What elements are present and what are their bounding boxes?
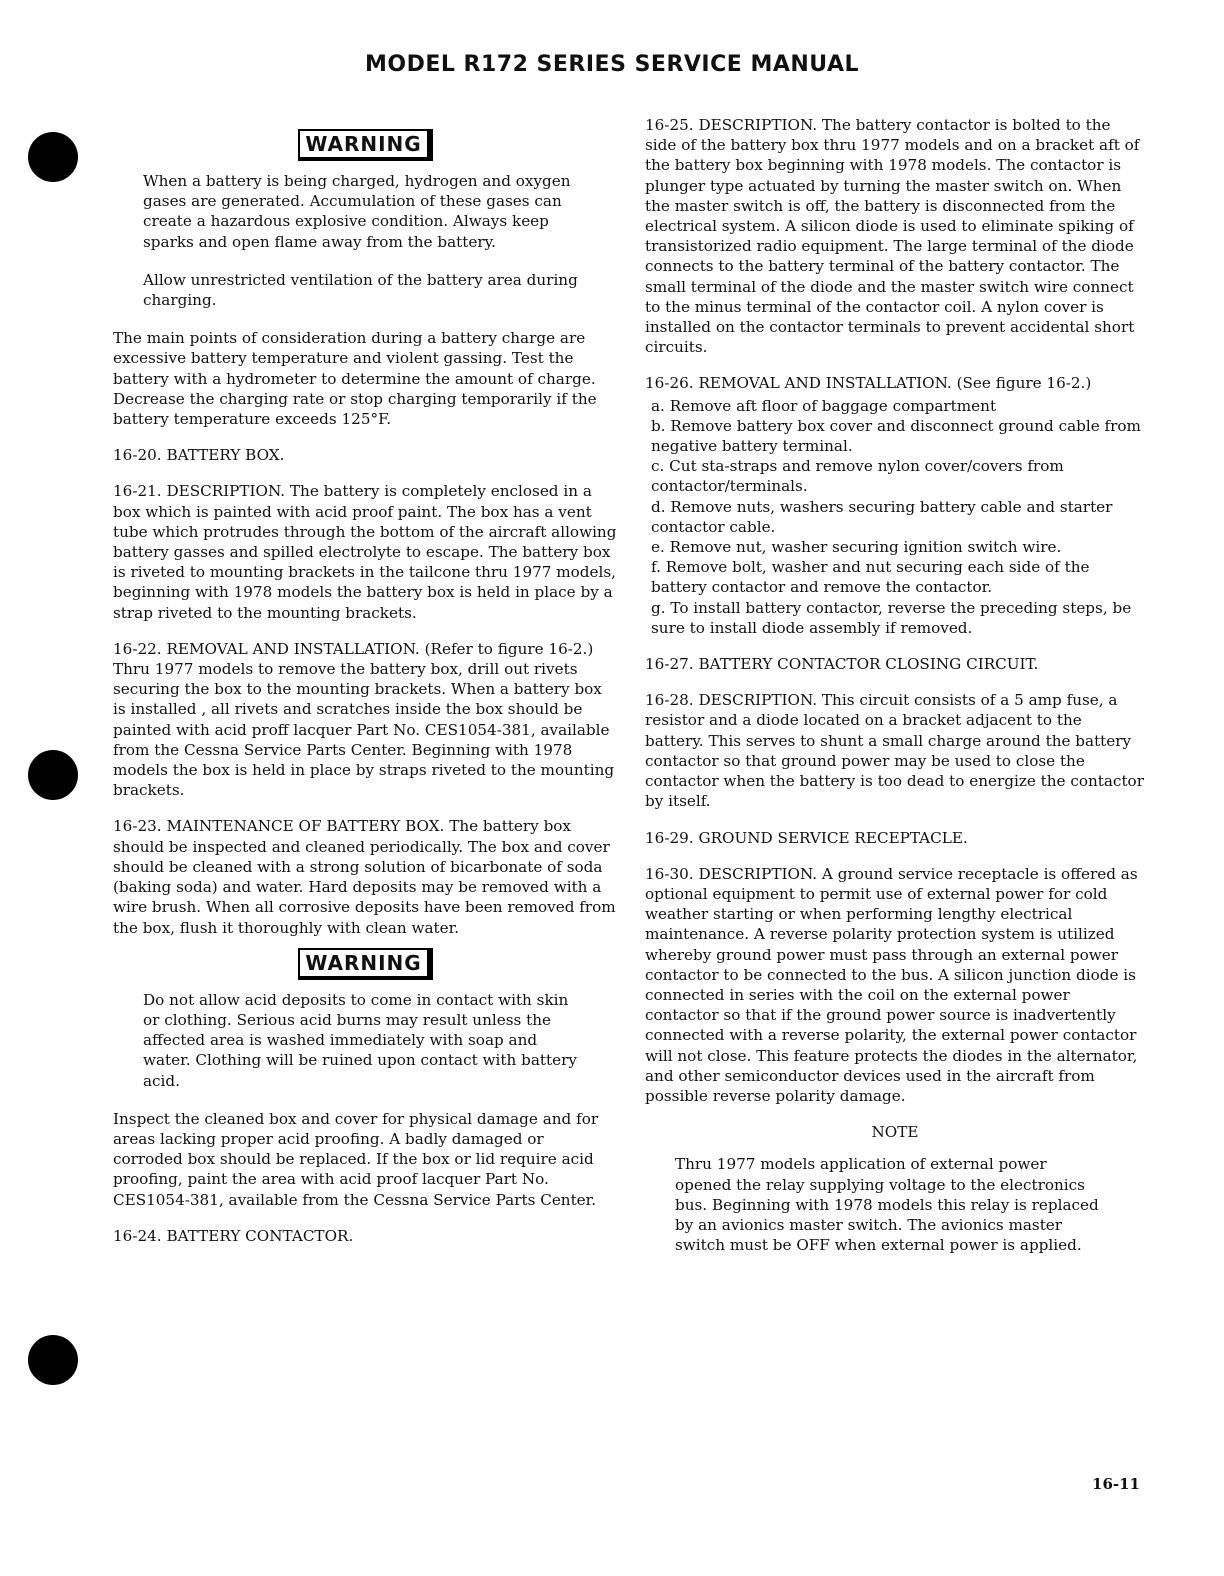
note-heading: NOTE: [871, 1123, 919, 1142]
warning-label: WARNING: [298, 129, 432, 161]
section-heading: 16-27. BATTERY CONTACTOR CLOSING CIRCUIT.: [645, 655, 1039, 674]
paragraph: 16-23. MAINTENANCE OF BATTERY BOX. The battery box should be inspected and cleaned periodically. The box and cover should be cleaned with a strong solution of bicarbonate of soda (baking soda) and water. Hard deposits may be removed with a wire brush. When all corrosive deposits have been removed from the box, flush it thoroughly with clean water.: [113, 817, 616, 937]
paragraph: The main points of consideration during a battery charge are excessive battery temperature and violent gassing. Test the battery with a hydrometer to determine the amount of charge. Decrease the charging rate or stop charging temporarily if the battery temperature exceeds 125°F.: [113, 329, 597, 429]
note-text: Thru 1977 models application of external power opened the relay supplying voltage to the electronics bus. Beginning with 1978 models this relay is replaced by an avionics master switch. The avionics master switch must be OFF when external power is applied.: [675, 1155, 1099, 1255]
paragraph: 16-22. REMOVAL AND INSTALLATION. (Refer to figure 16-2.) Thru 1977 models to remove the battery box, drill out rivets securing the box to the mounting brackets. When a battery box is installed , all rivets and scratches inside the box should be painted with acid proff lacquer Part No. CES1054-381, available from the Cessna Service Parts Center. Beginning with 1978 models the box is held in place by straps riveted to the mounting brackets.: [113, 639, 615, 800]
warning-text: Do not allow acid deposits to come in contact with skin or clothing. Serious acid burns may result unless the affected area is washed immediately with soap and water. Clothing will be ruined upon contact with battery acid.: [143, 990, 577, 1090]
binder-hole: [28, 1335, 78, 1385]
section-heading: 16-26. REMOVAL AND INSTALLATION. (See figure 16-2.): [645, 374, 1092, 393]
warning-box: [113, 129, 618, 161]
warning-box: [113, 948, 618, 980]
list-item: g. To install battery contactor, reverse the preceding steps, be sure to install diode assembly if removed.: [651, 598, 1132, 637]
paragraph: Inspect the cleaned box and cover for physical damage and for areas lacking proper acid proofing. A badly damaged or corroded box should be replaced. If the box or lid require acid proofing, paint the area with acid proof lacquer Part No. CES1054-381, available from the Cessna Service Parts Center.: [113, 1109, 599, 1209]
warning-label: WARNING: [298, 948, 432, 980]
list-item: b. Remove battery box cover and disconnect ground cable from negative battery terminal.: [651, 416, 1141, 456]
warning-text: Allow unrestricted ventilation of the battery area during charging.: [143, 270, 578, 310]
section-heading: 16-20. BATTERY BOX.: [113, 446, 285, 465]
binder-hole: [28, 750, 78, 800]
left-column: [113, 115, 618, 1262]
list-item: e. Remove nut, washer securing ignition switch wire.: [651, 538, 1062, 557]
paragraph: 16-21. DESCRIPTION. The battery is completely enclosed in a box which is painted with acid proof paint. The box has a vent tube which protrudes through the bottom of the aircraft allowing battery gasses and spilled electrolyte to escape. The battery box is riveted to mounting brackets in the tailcone thru 1977 models, beginning with 1978 models the battery box is held in place by a strap riveted to the mounting brackets.: [113, 482, 617, 622]
list-item: a. Remove aft floor of baggage compartment: [651, 396, 997, 415]
paragraph: 16-30. DESCRIPTION. A ground service receptacle is offered as optional equipment to permit use of external power for cold weather starting or when performing lengthy electrical maintenance. A reverse polarity protection system is utilized whereby ground power must pass through an external power contactor to be connected to the bus. A silicon junction diode is connected in series with the coil on the external power contactor so that if the ground power source is inadvertently connected with a reverse polarity, the external power contactor will not close. This feature protects the diodes in the alternator, and other semiconductor devices used in the aircraft from possible reverse polarity damage.: [645, 864, 1138, 1105]
binder-hole: [28, 132, 78, 182]
paragraph: 16-25. DESCRIPTION. The battery contactor is bolted to the side of the battery box thru 1977 models and on a bracket aft of the battery box beginning with 1978 models. The contactor is plunger type actuated by turning the master switch on. When the master switch is off, the battery is disconnected from the electrical system. A silicon diode is used to eliminate spiking of transistorized radio equipment. The large terminal of the diode connects to the battery terminal of the battery contactor. The small terminal of the diode and the master switch wire connect to the minus terminal of the contactor coil. A nylon cover is installed on the contactor terminals to prevent accidental short circuits.: [645, 116, 1140, 357]
paragraph: 16-28. DESCRIPTION. This circuit consists of a 5 amp fuse, a resistor and a diode located on a bracket adjacent to the battery. This serves to shunt a small charge around the battery contactor so that ground power may be used to close the contactor when the battery is too dead to energize the contactor by itself.: [645, 691, 1144, 811]
page-number: 16-11: [1092, 1475, 1140, 1493]
list-item: d. Remove nuts, washers securing battery cable and starter contactor cable.: [651, 497, 1113, 536]
list-item: f. Remove bolt, washer and nut securing each side of the battery contactor and remove the contactor.: [651, 558, 1090, 597]
right-column: [645, 115, 1145, 1255]
page-title: MODEL R172 SERIES SERVICE MANUAL: [364, 52, 860, 77]
section-heading: 16-24. BATTERY CONTACTOR.: [113, 1226, 354, 1245]
list-item: c. Cut sta-straps and remove nylon cover/covers from contactor/terminals.: [651, 457, 1064, 496]
warning-text: When a battery is being charged, hydrogen and oxygen gases are generated. Accumulation of these gases can create a hazardous explosive condition. Always keep sparks and open flame away from the battery.: [143, 172, 571, 251]
section-heading: 16-29. GROUND SERVICE RECEPTACLE.: [645, 828, 968, 847]
